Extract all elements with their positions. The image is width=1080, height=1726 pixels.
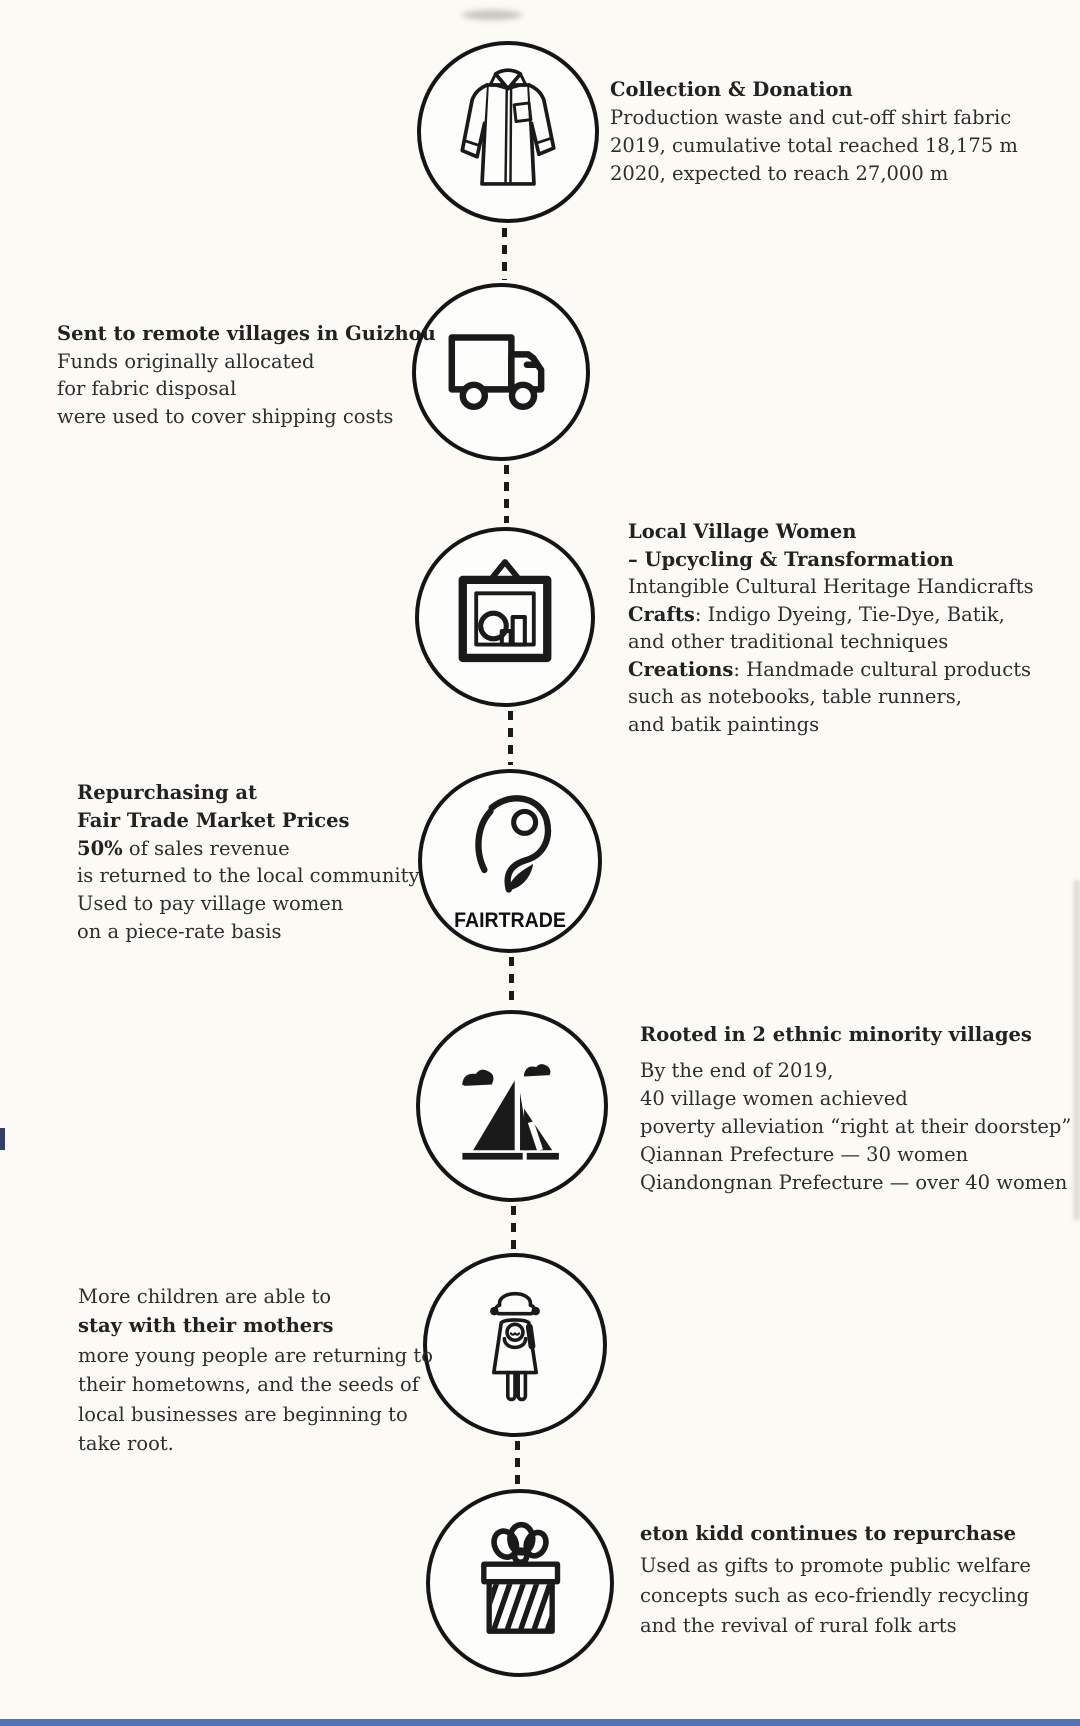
text-line: and batik paintings xyxy=(628,712,820,736)
scan-smear xyxy=(1074,880,1080,1220)
mother-child-icon xyxy=(462,1279,568,1411)
shirt-icon xyxy=(446,64,570,200)
fairtrade-label: FAIRTRADE xyxy=(454,909,566,932)
bottom-edge-bar xyxy=(0,1719,1080,1726)
step-circle xyxy=(415,527,595,707)
tent-icon xyxy=(445,1039,579,1173)
connector-line xyxy=(511,1206,516,1250)
text-line: Qiannan Prefecture — 30 women xyxy=(640,1143,969,1166)
text-line: 2020, expected to reach 27,000 m xyxy=(610,162,949,185)
truck-icon xyxy=(436,322,566,423)
step-circle xyxy=(412,283,590,461)
text-line: and other traditional techniques xyxy=(628,630,949,653)
text-line: Fair Trade Market Prices xyxy=(77,808,350,832)
text-line: Intangible Cultural Heritage Handicrafts xyxy=(628,575,1034,598)
step-circle xyxy=(423,1253,607,1437)
text-line: 50% of sales revenue xyxy=(77,836,290,860)
text-line: such as notebooks, table runners, xyxy=(628,685,962,708)
text-line: were used to cover shipping costs xyxy=(57,404,394,428)
connector-line xyxy=(508,711,513,765)
text-line: their hometowns, and the seeds of xyxy=(78,1373,419,1397)
step-text xyxy=(640,1519,1031,1641)
text-line: is returned to the local community xyxy=(77,864,420,888)
step-text xyxy=(57,320,436,430)
text-line: Sent to remote villages in Guizhou xyxy=(57,322,436,345)
connector-line xyxy=(515,1441,520,1486)
text-line: Qiandongnan Prefecture — over 40 women xyxy=(640,1171,1068,1194)
text-line: By the end of 2019, xyxy=(640,1059,834,1082)
connector-line xyxy=(502,228,507,280)
text-line: on a piece-rate basis xyxy=(77,919,282,943)
step-circle xyxy=(417,41,599,223)
text-line: More children are able to xyxy=(78,1285,332,1308)
text-line: eton kidd continues to repurchase xyxy=(640,1522,1017,1545)
text-line: Used to pay village women xyxy=(77,892,344,916)
text-line: concepts such as eco-friendly recycling xyxy=(640,1584,1030,1607)
fairtrade-icon xyxy=(449,787,571,909)
text-line: Local Village Women xyxy=(628,520,857,543)
text-line: Production waste and cut-off shirt fabric xyxy=(610,106,1012,129)
text-line: Funds originally allocated xyxy=(57,349,315,373)
scan-edge-mark xyxy=(0,1128,5,1150)
text-line: local businesses are beginning to xyxy=(78,1402,408,1426)
step-text xyxy=(78,1282,433,1458)
text-line: 2019, cumulative total reached 18,175 m xyxy=(610,134,1018,157)
text-line: poverty alleviation “right at their doorstep” xyxy=(640,1115,1072,1138)
connector-line xyxy=(504,465,509,523)
text-line: – Upcycling & Transformation xyxy=(628,547,954,571)
step-text xyxy=(77,779,420,946)
step-circle xyxy=(426,1489,614,1677)
text-line: Collection & Donation xyxy=(610,78,853,101)
text-line: more young people are returning to xyxy=(78,1343,433,1367)
step-circle xyxy=(416,1010,608,1202)
text-line: and the revival of rural folk arts xyxy=(640,1614,957,1637)
step-text xyxy=(640,1021,1071,1197)
text-line: Rooted in 2 ethnic minority villages xyxy=(640,1023,1032,1046)
connector-line xyxy=(509,957,514,1007)
text-line: 40 village women achieved xyxy=(640,1087,908,1110)
text-line: Crafts: Indigo Dyeing, Tie-Dye, Batik, xyxy=(628,602,1005,626)
scan-smudge xyxy=(462,10,522,20)
step-text xyxy=(610,76,1018,188)
step-text xyxy=(628,518,1034,738)
text-line: Creations: Handmade cultural products xyxy=(628,657,1032,681)
picture-frame-icon xyxy=(441,553,569,681)
text-line: stay with their mothers xyxy=(78,1314,334,1338)
step-circle xyxy=(418,769,602,953)
text-line: for fabric disposal xyxy=(57,377,237,400)
text-line: take root. xyxy=(78,1432,174,1456)
gift-icon xyxy=(453,1516,587,1650)
text-line: Repurchasing at xyxy=(77,781,258,804)
text-line: Used as gifts to promote public welfare xyxy=(640,1554,1031,1577)
